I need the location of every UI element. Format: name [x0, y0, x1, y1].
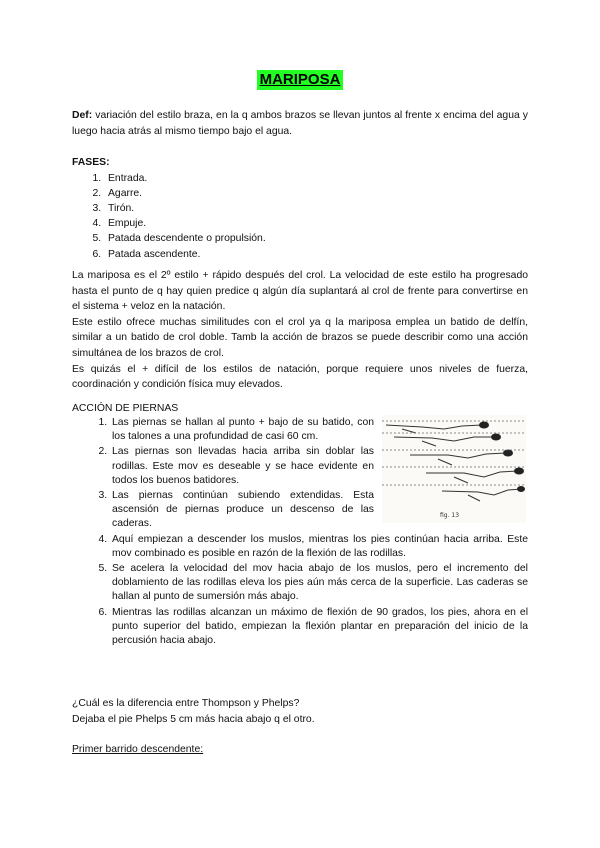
answer: Dejaba el pie Phelps 5 cm más hacia abajo q el otro.: [72, 714, 315, 725]
fases-item: 6. Patada ascendente.: [104, 247, 528, 262]
piernas-item: 4. Aquí empiezan a descender los muslos, mientras los pies continúan hacia arriba. Este mov combinado es posible en razón de la flexión de las rodillas.: [110, 533, 528, 561]
fases-item: 1. Entrada.: [104, 171, 528, 186]
butterfly-kick-illustration: [382, 415, 526, 523]
piernas-item: 1. Las piernas se hallan al punto + bajo de su batido, con los talones a una profundidad de casi 60 cm.: [110, 416, 374, 444]
definition-label: Def:: [72, 110, 93, 121]
swimmer-sequence-figure: [382, 415, 526, 523]
piernas-item: 5. Se acelera la velocidad del mov hacia abajo de los muslos, pero el incremento del doblamiento de las rodillas eleva los pies aún más cerca de la superficie. Las caderas se hallan al punto de sumersión más abajo.: [110, 562, 528, 605]
subheading-primer-barrido: Primer barrido descendente:: [72, 744, 204, 755]
question: ¿Cuál es la diferencia entre Thompson y Phelps?: [72, 698, 300, 709]
piernas-item: 3. Las piernas continúan subiendo extendidas. Esta ascensión de piernas produce un descenso de las caderas.: [110, 489, 374, 532]
figure-label: fig. 13: [440, 512, 460, 519]
page-title: MARIPOSA: [257, 70, 344, 90]
definition: [72, 108, 528, 139]
definition-text: variación del estilo braza, en la q ambos brazos se llevan juntos al frente x encima del agua y luego hacia atrás al mismo tiempo bajo el agua.: [72, 110, 528, 137]
fases-item: 5. Patada descendente o propulsión.: [104, 231, 528, 246]
paragraph: La mariposa es el 2º estilo + rápido después del crol. La velocidad de este estilo ha progresado hasta el punto de q hay quien predice q algún día suplantará al crol de frente para convertirse en el sistema + veloz en la natación.: [72, 270, 528, 313]
fases-list: [72, 171, 528, 262]
piernas-heading: ACCIÓN DE PIERNAS: [72, 403, 179, 414]
fases-heading: FASES:: [72, 157, 110, 168]
fases-item: 4. Empuje.: [104, 216, 528, 231]
piernas-item: 6. Mientras las rodillas alcanzan un máximo de flexión de 90 grados, los pies, ahora en el punto superior del batido, empiezan la flexión plantar en preparación del inicio de la percusión hacia abajo.: [110, 606, 528, 649]
piernas-item: 2. Las piernas son llevadas hacia arriba sin doblar las rodillas. Este mov es deseable y se hace evidente en todos los buenos batidores.: [110, 445, 374, 488]
fases-item: 2. Agarre.: [104, 186, 528, 201]
paragraph: Este estilo ofrece muchas similitudes con el crol ya q la mariposa emplea un batido de delfín, similar a un batido de crol doble. Tamb la acción de brazos se puede describir como una acción simultánea de los brazos de crol.: [72, 316, 528, 359]
fases-item: 3. Tirón.: [104, 201, 528, 216]
fases-section: [72, 155, 528, 262]
paragraph: Es quizás el + difícil de los estilos de natación, porque requiere unos niveles de fuerza, coordinación y condición física muy elevados.: [72, 363, 528, 391]
body-paragraphs: [72, 268, 528, 393]
